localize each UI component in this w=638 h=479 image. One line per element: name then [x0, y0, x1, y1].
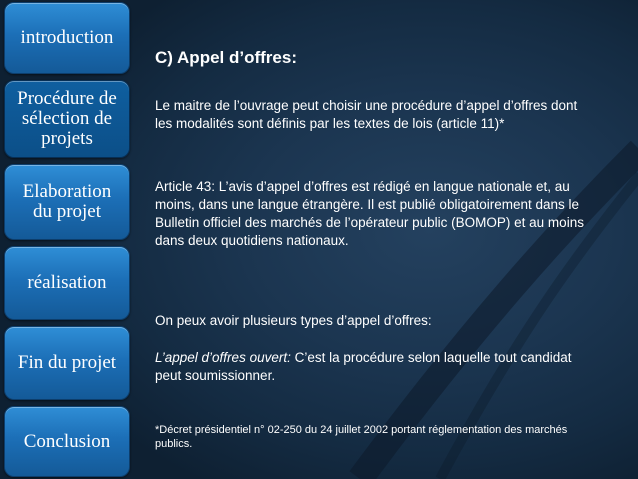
term-appel-ouvert: L’appel d’offres ouvert:	[155, 350, 291, 365]
nav-item-fin-du-projet[interactable]	[4, 326, 130, 400]
nav-item-procedure-selection[interactable]	[4, 80, 130, 158]
nav-item-label: Fin du projet	[17, 352, 117, 373]
nav-item-label: réalisation	[27, 272, 107, 293]
nav-item-label: Procédure de sélection de projets	[17, 88, 117, 149]
definition-appel-ouvert: C’est la procédure selon laquelle tout candidat peut soumissionner.	[155, 350, 572, 383]
paragraph-intro: Le maitre de l’ouvrage peut choisir une procédure d’appel d’offres dont les modalités sont définis par les textes de lois (article 11)*	[155, 98, 578, 131]
paragraph-appel-ouvert	[155, 349, 595, 385]
nav-item-introduction[interactable]	[4, 2, 130, 74]
nav-item-elaboration[interactable]	[4, 164, 130, 240]
paragraph-article-43: Article 43: L’avis d’appel d’offres est rédigé en langue nationale et, au moins, dans une langue étrangère. Il est publié obligatoirement dans le Bulletin officiel des marchés de l’opérateur public (BOMOP) et au moins dans deux quotidiens nationaux.	[155, 179, 584, 248]
section-heading: C) Appel d’offres:	[155, 48, 297, 67]
footnote: *Décret présidentiel n° 02-250 du 24 juillet 2002 portant réglementation des marchés publics.	[155, 424, 568, 450]
nav-item-conclusion[interactable]	[4, 406, 130, 477]
nav-item-label: Conclusion	[23, 430, 111, 452]
nav-item-label: introduction	[20, 27, 114, 48]
sidebar-nav	[4, 2, 130, 477]
nav-item-realisation[interactable]	[4, 246, 130, 320]
nav-item-label: Elaboration du projet	[22, 181, 112, 222]
paragraph-types: On peux avoir plusieurs types d’appel d’offres:	[155, 313, 432, 328]
